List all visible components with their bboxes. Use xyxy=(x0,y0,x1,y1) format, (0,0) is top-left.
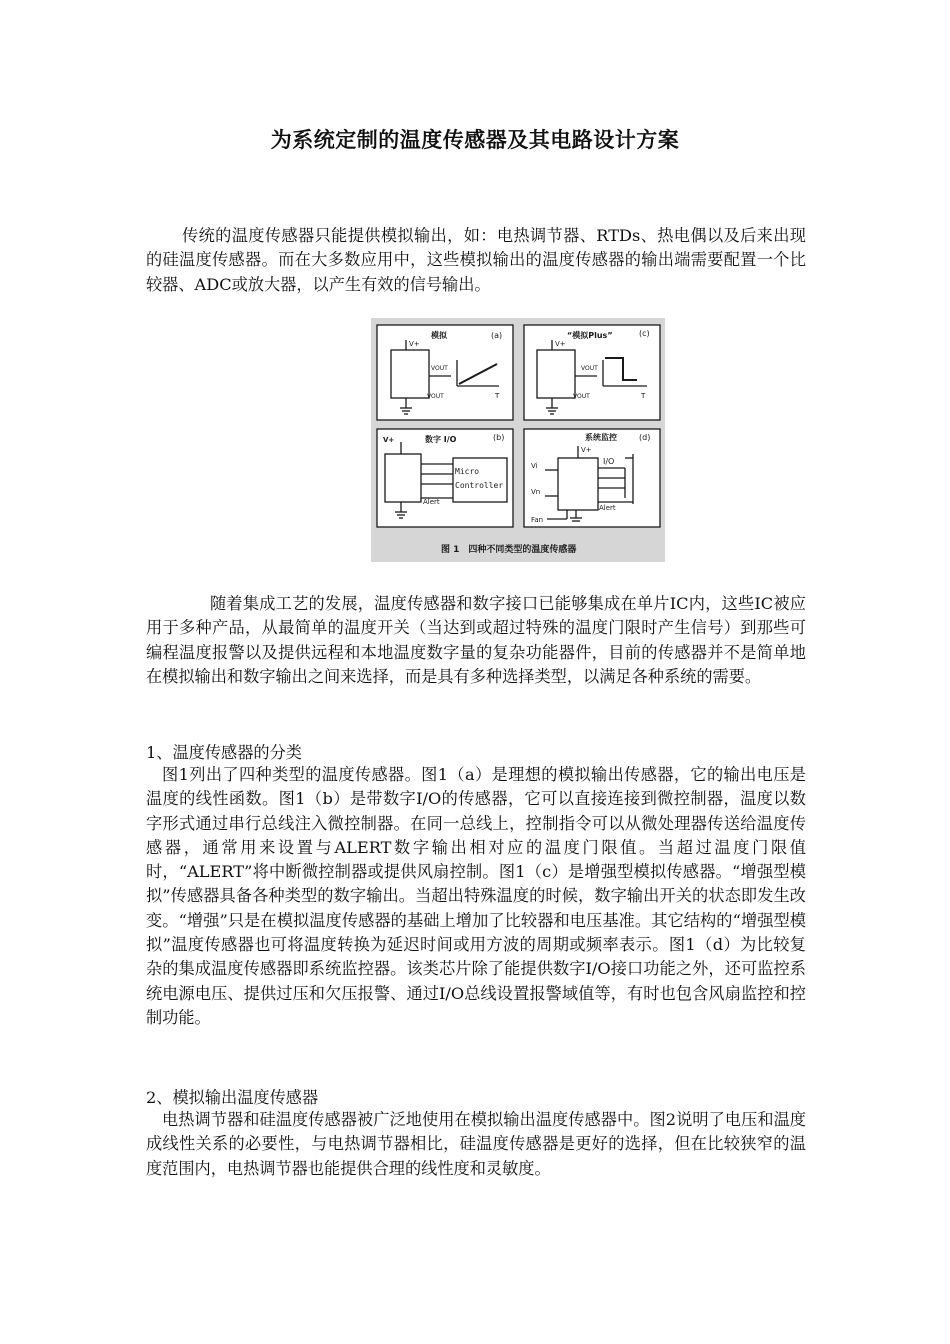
panel-b-controller: Controller xyxy=(455,481,504,490)
panel-d-vn: Vn xyxy=(531,488,541,496)
panel-b-title: 数字 I/O xyxy=(425,435,457,444)
panel-d-vi: Vi xyxy=(531,462,538,470)
panel-d-alert: Alert xyxy=(599,504,616,512)
panel-a-vout-top: VOUT xyxy=(431,365,448,372)
panel-d-io: I/O xyxy=(603,457,615,466)
section-2-heading: 2、模拟输出温度传感器 xyxy=(146,1088,319,1107)
panel-a-vout-bottom: VOUT xyxy=(427,393,444,400)
panel-c-vout-bottom: VOUT xyxy=(573,393,590,400)
panel-a-vplus: V+ xyxy=(409,340,420,348)
page-title: 为系统定制的温度传感器及其电路设计方案 xyxy=(270,127,680,152)
panel-c-tag: (c) xyxy=(639,329,650,338)
figure-1 xyxy=(371,318,665,562)
panel-c-taxis: T xyxy=(641,392,646,400)
panel-d-frame xyxy=(524,429,660,527)
panel-d-vplus: V+ xyxy=(581,446,592,454)
classification-paragraph: 图1列出了四种类型的温度传感器。图1（a）是理想的模拟输出传感器，它的输出电压是温度的线性函数。图1（b）是带数字I/O的传感器，它可以直接连接到微控制器，温度以数字形式通过串行总线注入微控制器。在同一总线上，控制指令可以从微处理器传送给温度传感器，通常用来设置与ALERT数字输出相对应的温度门限值。当超过温度门限值时，“ALERT”将中断微控制器或提供风扇控制。图1（c）是增强型模拟传感器。“增强型模拟”传感器具备各种类型的数字输出。当超出特殊温度的时候，数字输出开关的状态即发生改变。“增强”只是在模拟温度传感器的基础上增加了比较器和电压基准。其它结构的“增强型模拟”温度传感器也可将温度转换为延迟时间或用方波的周期或频率表示。图1（d）为比较复杂的集成温度传感器即系统监控器。该类芯片除了能提供数字I/O接口功能之外，还可监控系统电源电压、提供过压和欠压报警、通过I/O总线设置报警域值等，有时也包含风扇监控和控制功能。 xyxy=(146,765,806,1027)
analog-paragraph: 电热调节器和硅温度传感器被广泛地使用在模拟输出温度传感器中。图2说明了电压和温度成线性关系的必要性，与电热调节器相比，硅温度传感器是更好的选择，但在比较狭窄的温度范围内，电热调节器也能提供合理的线性度和灵敏度。 xyxy=(146,1110,806,1178)
panel-b-vplus: V+ xyxy=(383,436,395,444)
panel-d-tag: (d) xyxy=(639,433,651,442)
intro-paragraph: 传统的温度传感器只能提供模拟输出，如：电热调节器、RTDs、热电偶以及后来出现的硅温度传感器。而在大多数应用中，这些模拟输出的温度传感器的输出端需要配置一个比较器、ADC或放大器，以产生有效的信号输出。 xyxy=(146,226,806,294)
panel-d-fan: Fan xyxy=(531,516,544,524)
panel-b-tag: (b) xyxy=(493,433,505,442)
panel-c-title: “模拟Plus” xyxy=(567,331,613,340)
panel-c-vplus: V+ xyxy=(555,340,566,348)
panel-a-taxis: T xyxy=(495,392,500,400)
figure-caption: 图 1 四种不同类型的温度传感器 xyxy=(441,545,577,555)
panel-c-vout-top: VOUT xyxy=(581,365,598,372)
panel-a-tag: (a) xyxy=(491,331,503,340)
panel-d-title: 系统监控 xyxy=(585,433,617,442)
panel-b-alert: Alert xyxy=(423,498,440,506)
integration-paragraph: 随着集成工艺的发展，温度传感器和数字接口已能够集成在单片IC内，这些IC被应用于多种产品，从最简单的温度开关（当达到或超过特殊的温度门限时产生信号）到那些可编程温度报警以及提供远程和本地温度数字量的复杂功能器件，目前的传感器并不是简单地在模拟输出和数字输出之间来选择，而是具有多种选择类型，以满足各种系统的需要。 xyxy=(146,594,806,686)
section-1-heading: 1、温度传感器的分类 xyxy=(146,743,302,762)
panel-b-micro: Micro xyxy=(455,467,480,476)
panel-a-title: 模拟 xyxy=(431,331,447,340)
